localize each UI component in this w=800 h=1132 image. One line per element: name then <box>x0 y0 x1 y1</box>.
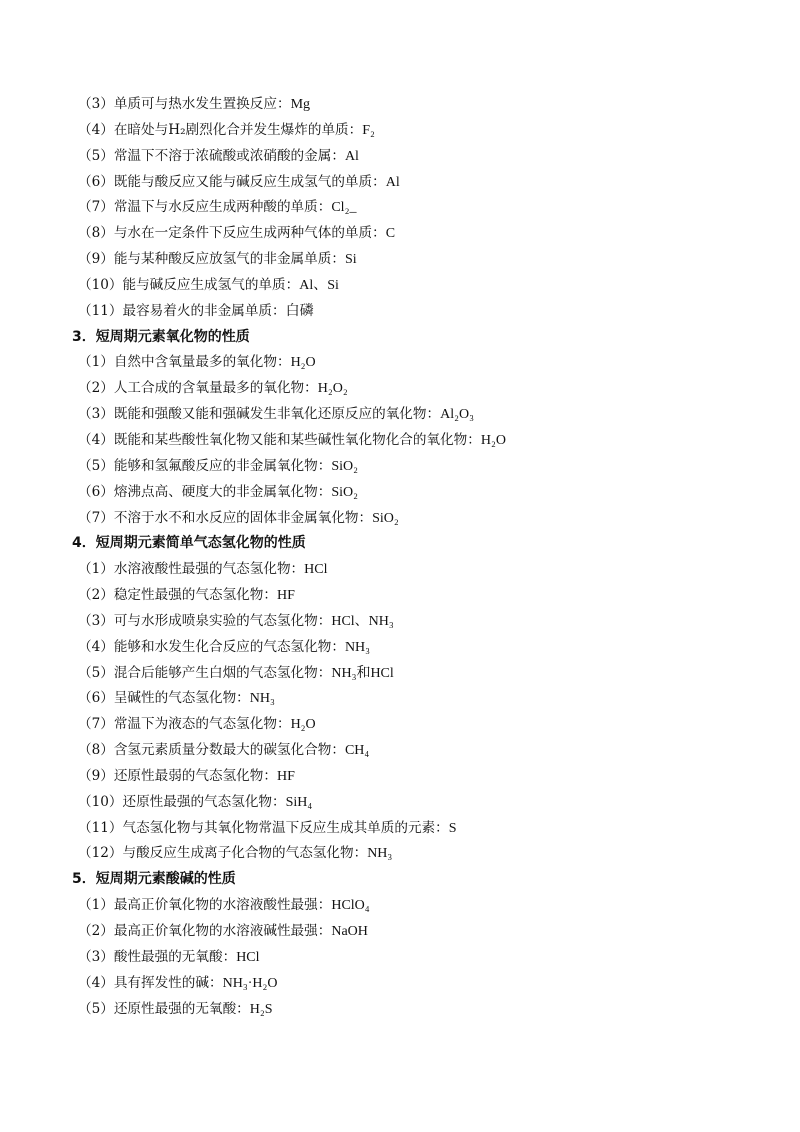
list-item: （4）既能和某些酸性氧化物又能和某些碱性氧化物化合的氧化物：H₂O <box>78 431 506 448</box>
list-item: （3）单质可与热水发生置换反应：Mg <box>78 96 311 112</box>
list-item: （9）还原性最弱的气态氢化物：HF <box>78 767 295 784</box>
section-3-heading: 3．短周期元素氧化物的性质 <box>72 328 250 345</box>
list-item: （5）还原性最强的无氧酸：H₂S <box>78 1000 273 1017</box>
list-item: （3）既能和强酸又能和强碱发生非氧化还原反应的氧化物：Al₂O₃ <box>78 406 474 423</box>
list-item: （8）含氢元素质量分数最大的碳氢化合物：CH₄ <box>78 742 370 759</box>
list-item: （1）最高正价氧化物的水溶液酸性最强：HClO₄ <box>78 897 370 914</box>
list-item: （2）人工合成的含氧量最多的氧化物：H₂O₂ <box>78 380 348 397</box>
list-item: （11）最容易着火的非金属单质：白磷 <box>78 302 314 319</box>
list-item: （6）熔沸点高、硬度大的非金属氧化物：SiO₂ <box>78 483 359 500</box>
list-item: （8）与水在一定条件下反应生成两种气体的单质：C <box>78 225 396 242</box>
list-item: （10）能与碱反应生成氢气的单质：Al、Si <box>78 276 339 293</box>
list-item: （7）常温下与水反应生成两种酸的单质：Cl₂_ <box>78 199 357 216</box>
list-item: （3）酸性最强的无氧酸：HCl <box>78 948 260 965</box>
list-item: （1）自然中含氧量最多的氧化物：H₂O <box>78 354 316 371</box>
list-item: （11）气态氢化物与其氧化物常温下反应生成其单质的元素：S <box>78 819 457 836</box>
list-item: （10）还原性最强的气态氢化物：SiH₄ <box>78 793 313 810</box>
list-item: （4）能够和水发生化合反应的气态氢化物：NH₃ <box>78 638 371 655</box>
section-2-list <box>0 92 800 325</box>
document-page <box>0 92 800 1022</box>
list-item: （1）水溶液酸性最强的气态氢化物：HCl <box>78 561 328 578</box>
list-item: （9）能与某种酸反应放氢气的非金属单质：Si <box>78 251 357 268</box>
section-5-list <box>0 893 800 1022</box>
list-item: （2）最高正价氧化物的水溶液碱性最强：NaOH <box>78 923 368 939</box>
list-item: （12）与酸反应生成离子化合物的气态氢化物：NH₃ <box>78 845 393 862</box>
list-item: （6）既能与酸反应又能与碱反应生成氢气的单质：Al <box>78 173 400 190</box>
list-item: （5）常温下不溶于浓硫酸或浓硝酸的金属：Al <box>78 147 359 164</box>
section-4-list <box>0 557 800 867</box>
list-item: （7）不溶于水不和水反应的固体非金属氧化物：SiO₂ <box>78 509 399 526</box>
section-5-heading: 5．短周期元素酸碱的性质 <box>72 871 236 888</box>
list-item: （6）呈碱性的气态氢化物：NH₃ <box>78 690 275 707</box>
list-item: （3）可与水形成喷泉实验的气态氢化物：HCl、NH₃ <box>78 612 394 629</box>
list-item: （4）在暗处与H₂剧烈化合并发生爆炸的单质：F₂ <box>78 121 375 138</box>
list-item: （4）具有挥发性的碱：NH₃·H₂O <box>78 974 278 991</box>
list-item: （5）混合后能够产生白烟的气态氢化物：NH₃和HCl <box>78 664 394 681</box>
list-item: （2）稳定性最强的气态氢化物：HF <box>78 587 295 604</box>
list-item: （7）常温下为液态的气态氢化物：H₂O <box>78 716 316 733</box>
list-item: （5）能够和氢氟酸反应的非金属氧化物：SiO₂ <box>78 457 359 474</box>
section-3-list <box>0 350 800 531</box>
section-4-heading: 4．短周期元素简单气态氢化物的性质 <box>72 535 306 552</box>
